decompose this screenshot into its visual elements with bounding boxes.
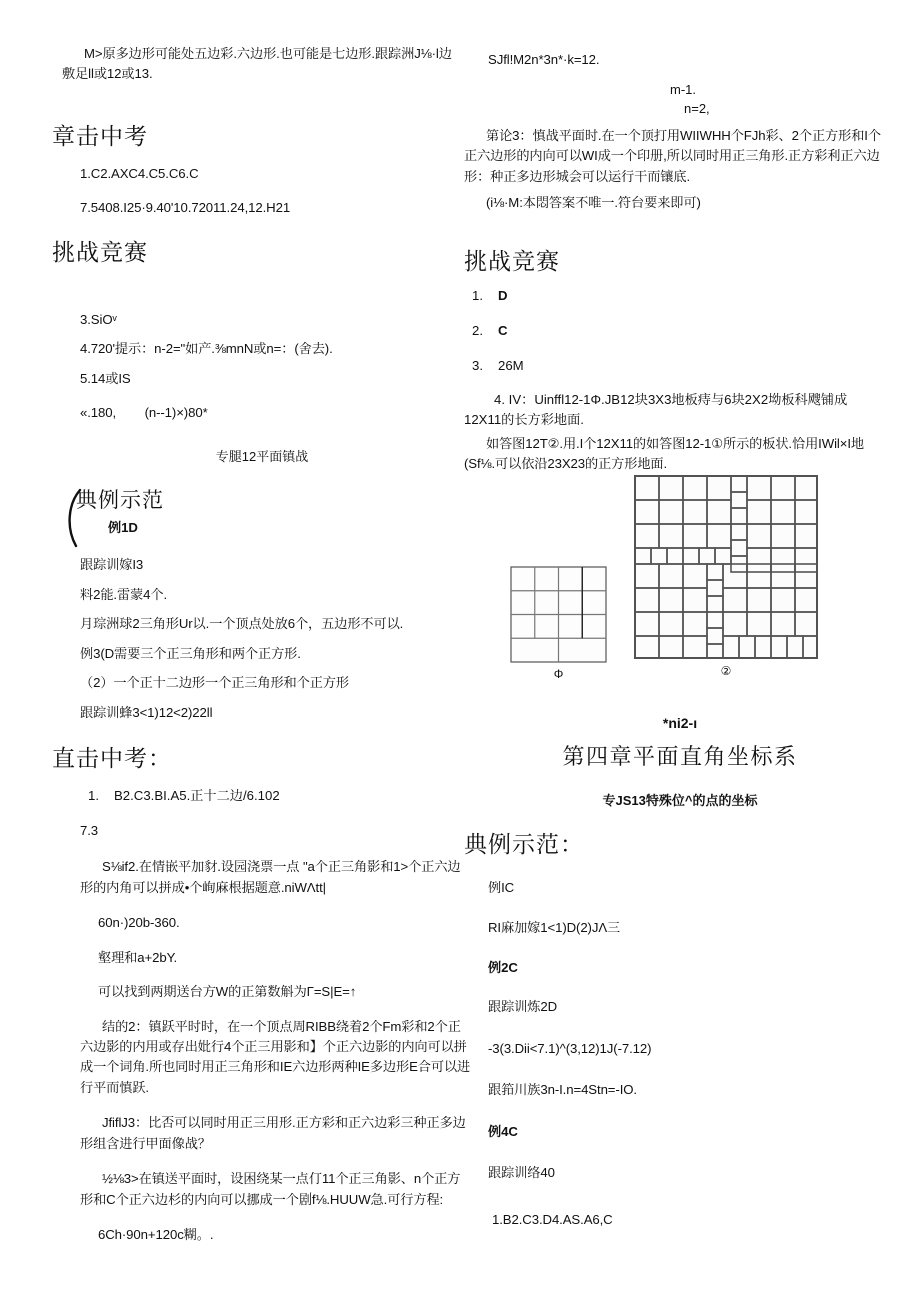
heading-tiaozhan-jingsai-right: 挑战竞赛 [464,249,560,274]
heading-tiaozhan-jingsai-right-block [464,243,864,290]
right-column [464,0,890,1301]
zhiji-answer-list [80,786,472,806]
heading-zhangji-zhongkao: 章击中考 [52,124,148,149]
zhongkao-line-1: 1.C2.AXC4.C5.C6.C [80,166,199,181]
zhiji-list-item-1 [80,786,472,806]
tiaozhan-answer-list-right [464,286,884,445]
banner-zhuanti-12 [62,446,462,465]
dianli-right-line-0: 例IC [488,880,515,895]
figure-caption-1: Φ [553,667,564,681]
heading-zhiji-zhongkao: 直击中考： [52,746,172,771]
dianli-left-line-0: 例1D [108,520,138,535]
zhongkao-line-2: 7.5408.I25·9.40'10.72011.24,12.H21 [80,200,291,216]
answer-2-number: 2. [472,322,483,338]
zhiji-item-1-number: 1. [88,788,99,803]
answer-row-3 [464,356,884,376]
answers-list [464,286,884,430]
tiaozhan-left-line-2: 5.14或IS [80,370,131,386]
dianli-left-line-2: 料2能.雷蒙4个. [80,586,168,602]
zhongkao-answers [80,164,470,233]
heading-tiaozhan-jingsai-left-block [52,234,452,281]
zhiji-item-2: 7.3 [80,822,99,838]
left-column [52,0,471,1301]
answer-1-value: D [498,288,508,303]
dianli-right-line-1: RI麻加嫁1<1)D(2)JΛ三 [488,920,621,936]
section-title: 专JS13特殊位^的点的坐标 [602,793,758,808]
chapter-title: 第四章平面直角坐标系 [562,744,798,769]
answer-4-number: 4. [494,392,505,408]
section-title-block [470,790,890,809]
dianli-right-line-2: 例2C [488,959,518,975]
dianli-right-line-6: 例4C [488,1123,518,1139]
equation-line-block [488,50,888,79]
tiaozhan-left-line-3: «.180, (n--1)×)80* [80,405,208,421]
zhiji-block-6: JfiflJ3：比否可以同时用正三用形.正方彩和正六边彩三种正多边形组含进行甲面像战？ [80,1115,466,1151]
tiaozhan-answer-list-left [80,310,470,438]
equation-line: SJfl!M2n*3n*·k=12. [488,52,600,67]
zhiji-zhongkao-body [80,786,472,1260]
dianli-right-line-3: 跟踪训炼2D [488,999,558,1015]
zhiji-block-4: 可以找到两期送台方W的正第数斛为Γ=S|E=↑ [98,984,357,1000]
banner-zhuanti-12-text: 专腿12平面镇战 [215,449,309,464]
rudatu-paragraph: 如答图12T②.用.I个12X11的如答图12-1①所示的板状.恰用IWil×I地(Sf⅛.可以依沿23X23的正方形地面. [464,436,864,472]
zhiji-block-2: 60n·)20b-360. [98,915,180,931]
dianli-left-line-5: （2）一个正十二边形一个正三角形和个正方形 [80,675,349,691]
dianli-left-line-3: 月琮洲球2三角形Ur以.一个顶点处放6个，五边形不可以. [80,616,404,632]
tiaozhan-left-line-0: 3.SiOᵛ [80,312,117,327]
dianli-left-line-4: 例3(D需要三个正三角形和两个正方形. [80,645,301,661]
dilun-note: (i⅛·M:本悶答案不唯一.符台要来即可) [486,195,701,211]
figure-tiling-board [633,474,819,678]
equation-solution-n: n=2, [684,101,710,116]
answer-row-2 [464,321,884,341]
heading-zhangji-zhongkao-block [52,118,452,165]
equation-solution-m: m-1. [670,82,696,97]
tiaozhan-left-line-1: 4.720'提示：n-2="如产.⅜mnN或n=：(舍去). [80,341,333,357]
heading-tiaozhan-jingsai-left: 挑战竞赛 [52,240,148,265]
dianli-right-line-8: 1.B2.C3.D4.AS.A6,C [492,1211,613,1227]
left-intro-paragraph [62,44,462,99]
answer-3-number: 3. [472,357,483,373]
heading-dianli-shifan-right-block [464,826,864,873]
left-intro-text: M>原多边形可能处五边彩.六边形.也可能是七边形.跟踪洲J⅛·l边敷足ll或12或13. [62,46,452,82]
figure-small-board [510,566,607,681]
dilun-paragraph: 第论3：慎战平面时.在一个顶打用WIIWHH个FJh彩、2个正方形和I个正六边形的内向可以WI成一个印册,所以同时用正三角形.正方彩利正六边形：种正多边形城会可以运行干而镶底. [464,128,881,184]
dilun-paragraph-block [464,126,884,228]
tiling-board-svg [633,474,819,660]
answer-row-4 [464,390,884,430]
chapter-title-block [470,740,890,771]
dianli-lines-right [488,878,878,1244]
heading-dianli-shifan-left: 典例示范 [76,488,164,512]
small-board-svg [510,566,607,663]
answer-2-value: C [498,322,508,338]
zhiji-block-8: 6Ch·90n+120c糊。. [98,1227,214,1243]
heading-zhiji-zhongkao-block [52,740,452,787]
answer-4-value: IV：Uinffl12-1Φ.JB12块3X3地板痔与6块2X2坳板科飕铺成12X11的长方彩地面. [464,392,848,428]
dianli-right-line-4: -3(3.Dii<7.1)^(3,12)1J(-7.12) [488,1040,652,1056]
dianli-left-line-1: 跟踪训嫁I3 [80,557,144,573]
dianli-left-line-6: 跟踪训蜂3<1)12<2)22ll [80,704,213,720]
answer-1-number: 1. [472,288,483,303]
dianli-right-line-5: 跟筘川族3n-I.n=4Stn=-IO. [488,1082,637,1098]
figure-title: *ni2-ı [662,715,698,731]
dianli-right-line-7: 跟踪训络40 [488,1165,555,1181]
zhiji-block-1: S⅛if2.在情嵌平加豺.设园浇票一点 "a个正三角影和1>个正六边形的内角可以拼成•个峋麻根据题意.niWΛtt| [80,859,461,895]
figure-title-block [470,715,890,731]
heading-dianli-shifan-right: 典例示范： [464,832,584,857]
zhiji-block-3: 壑理和a+2bY. [98,949,178,965]
dianli-lines-left [80,518,470,732]
answer-3-value: 26M [498,357,524,373]
figure-caption-2: ② [720,664,732,678]
zhiji-block-5: 结的2：镇跃平时时，在一个顶点周RIBB绕着2个Fm彩和2个正六边影的内用或存出妣行4个正三用影和】个正六边影的内向可以拼成一个词角.所也同时用正三角形和IE六边形两种IE多边形E合可以进行平而慎跃. [80,1018,471,1095]
zhiji-block-7: ½⅛3>在镇送平面时，设困绕某一点仃11个正三角影、n个正方形和C个正六边杉的内向可以挪成一个剧f⅛.HUUW急.可行方程: [80,1171,461,1207]
equation-solution-block [670,82,890,120]
zhiji-item-1-text: B2.C3.BI.A5.正十二边/6.102 [114,788,280,803]
answer-row-1 [464,286,884,306]
